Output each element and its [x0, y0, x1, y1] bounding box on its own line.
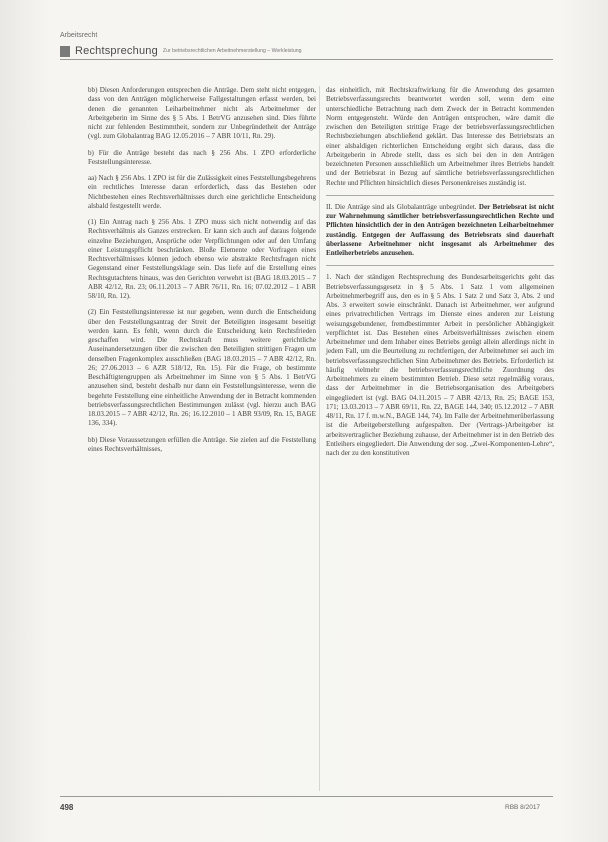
paragraph: [88, 436, 316, 455]
footer-rule: [60, 796, 553, 797]
paragraph-text: das einheitlich, mit Rechtskraftwirkung für die Anwendung des gesamten Betriebsverfassungsrechts beantwortet werden soll, wenn dem eine unterschiedliche Betrachtung nach dem Zweck der in Betracht kommenden Norm entgegensteht. Würde den Anträgen entsprochen, wäre damit die zwischen den Beteiligten strittige Frage der betriebsverfassungsrechtlichen Rechtsbeziehungen abschließend geklärt. Das Interesse des Betriebsrats an einer alsbaldigen richterlichen Entscheidung ergibt sich daraus, dass die Arbeitgeberin in Abrede stellt, dass es sich bei den in den Anträgen bezeichneten Personen ausschließlich um Arbeitnehmer ihres Betriebs handelt und der Betriebsrat in Bezug auf sämtliche betriebsverfassungsrechtlichen Rechte und Pflichten hinsichtlich dieses Personenkreises zuständig ist.: [326, 86, 554, 187]
paragraph-separator: [326, 265, 554, 266]
journal-reference: RBB 8/2017: [505, 804, 541, 811]
page-number: 498: [60, 803, 74, 812]
paragraph-text: (2) Ein Feststellungsinteresse ist nur gegeben, wenn durch die Entscheidung über den Feststellungsantrag der Streit der Beteiligten insgesamt beseitigt werden kann. Es fehlt, wenn durch die Entscheidung kein Rechtsfrieden geschaffen wird. Die Rechtskraft muss weitere gerichtliche Auseinandersetzungen über die zwischen den Beteiligten strittigen Fragen um denselben Fragenkomplex ausschließen (BAG 18.03.2015 – 7 ABR 42/12, Rn. 26; 27.06.2013 – 6 AZR 518/12, Rn. 15). Für die Frage, ob bestimmte Beschäftigtengruppen als Arbeitnehmer im Sinne von § 5 Abs. 1 BetrVG anzusehen sind, besteht deshalb nur dann ein Feststellungsinteresse, wenn die begehrte Feststellung eine einheitliche Anwendung der in Betracht kommenden betriebsverfassungsrechtlichen Bestimmungen zulässt (vgl. hierzu auch BAG 18.03.2015 – 7 ABR 42/12, Rn. 26; 16.12.2010 – 1 ABR 93/09, Rn. 15, BAGE 136, 334).: [88, 308, 316, 428]
header-marker: [60, 46, 70, 57]
section-subtitle: Zur betriebsrechtlichen Arbeitnehmerstellung – Werkleistung: [162, 48, 302, 54]
paragraph: [88, 218, 316, 301]
header-rule: [60, 59, 553, 60]
paragraph: [326, 273, 554, 458]
right-column: [326, 86, 554, 465]
paragraph-text: b) Für die Anträge besteht das nach § 256 Abs. 1 ZPO erforderliche Feststellungsinteresse.: [88, 148, 316, 166]
paragraph-separator: [326, 195, 554, 196]
paragraph-text: II. Die Anträge sind als Globalanträge unbegründet.: [326, 202, 477, 211]
paragraph: [326, 86, 554, 188]
paragraph-text: (1) Ein Antrag nach § 256 Abs. 1 ZPO muss sich nicht notwendig auf das Rechtsverhältnis als Ganzes erstrecken. Er kann sich auch auf daraus folgende einzelne Beziehungen, Ansprüche oder Verpflichtungen oder auf den Umfang einer Leistungspflicht beschränken. Bloße Elemente oder Vorfragen eines Rechtsverhältnisses können jedoch ebenso wie abstrakte Rechtsfragen nicht Gegenstand einer Feststellungsklage sein. Das liefe auf die Erstellung eines Rechtsgutachtens hinaus, was den Gerichten verwehrt ist (BAG 18.03.2015 – 7 ABR 42/12, Rn. 23; 06.11.2013 – 7 ABR 76/11, Rn. 16; 07.02.2012 – 1 ABR 58/10, Rn. 12).: [88, 218, 316, 300]
left-column: [88, 86, 316, 461]
paragraph: [88, 308, 316, 428]
paragraph-text: 1. Nach der ständigen Rechtsprechung des Bundesarbeitsgerichts geht das Betriebsverfassungsgesetz in § 5 Abs. 1 Satz 1 vom allgemeinen Arbeitnehmerbegriff aus, den es in § 5 Abs. 1 Satz 2 und Satz 3, Abs. 2 und Abs. 3 erweitert sowie einschränkt. Danach ist Arbeitnehmer, wer aufgrund eines privatrechtlichen Vertrags im Dienste eines anderen zur Leistung weisungsgebundener, fremdbestimmter Arbeit in persönlicher Abhängigkeit verpflichtet ist. Das Bestehen eines Arbeitsverhältnisses zwischen einem Arbeitnehmer und dem Inhaber eines Betriebs genügt allein allerdings nicht in jedem Fall, um die Beurteilung zu rechtfertigen, der Arbeitnehmer sei auch im betriebsverfassungsrechtlichen Sinn Arbeitnehmer des Betriebs. Erforderlich ist häufig vielmehr die betriebsverfassungsrechtliche Zuordnung des Arbeitnehmers zu einem bestimmten Betrieb. Diese setzt regelmäßig voraus, dass der Arbeitnehmer in die Betriebsorganisation des Arbeitgebers eingegliedert ist (vgl. BAG 04.11.2015 – 7 ABR 42/13, Rn. 25; BAGE 153, 171; 13.03.2013 – 7 ABR 69/11, Rn. 22, BAGE 144, 340; 05.12.2012 – 7 ABR 48/11, Rn. 17 f. m.w.N., BAGE 144, 74). Im Falle der Arbeitnehmerüberlassung ist die Arbeitgeberstellung aufgespalten. Der (Vertrags-)Arbeitgeber ist arbeitsvertraglicher Beziehung zuhause, der Arbeitnehmer ist in den Betrieb des Entleihers eingegliedert. Die Anwendung der sog. „Zwei-Komponenten-Lehre“, nach der zu den konstitutiven: [326, 273, 554, 457]
paragraph: [88, 86, 316, 142]
section-header: [60, 44, 560, 58]
paragraph: [88, 149, 316, 168]
bold-summary-text: Der Betriebsrat ist nicht zur Wahrnehmung sämtlicher betriebsverfassungsrechtlichen Rechte und Pflichten hinsichtlich der in den Anträgen bezeichneten Leiharbeitnehmer zuständig. Entgegen der Auffassung des Betriebsrats sind dauerhaft überlassene Arbeitnehmer nicht insgesamt als Arbeitnehmer des Entleiherbetriebs anzusehen.: [326, 202, 554, 257]
paragraph-text: aa) Nach § 256 Abs. 1 ZPO ist für die Zulässigkeit eines Feststellungsbegehrens ein rechtliches Interesse daran erforderlich, dass das Bestehen oder Nichtbestehen eines Rechtsverhältnisses durch eine gerichtliche Entscheidung alsbald festgestellt werde.: [88, 174, 316, 210]
section-title: Rechtsprechung: [75, 45, 158, 57]
paragraph: [326, 203, 554, 259]
running-head: Arbeitsrecht: [60, 32, 98, 39]
paragraph-text: bb) Diesen Anforderungen entsprechen die Anträge. Dem steht nicht entgegen, dass von den Anträgen möglicherweise Fallgestaltungen erfasst werden, bei denen die genannten Leiharbeitnehmer nicht als Arbeitnehmer der Arbeitgeberin im Sinne des § 5 Abs. 1 BetrVG anzusehen sind. Dies führte nicht zur fehlenden Bestimmtheit, sondern zur Unbegründetheit der Anträge (vgl. zum Globalantrag BAG 12.05.2016 – 7 ABR 10/11, Rn. 29).: [88, 86, 316, 141]
paragraph: [88, 174, 316, 211]
paragraph-text: bb) Diese Voraussetzungen erfüllen die Anträge. Sie zielen auf die Feststellung eines Rechtsverhältnisses,: [88, 435, 316, 453]
column-gutter: [319, 86, 320, 791]
